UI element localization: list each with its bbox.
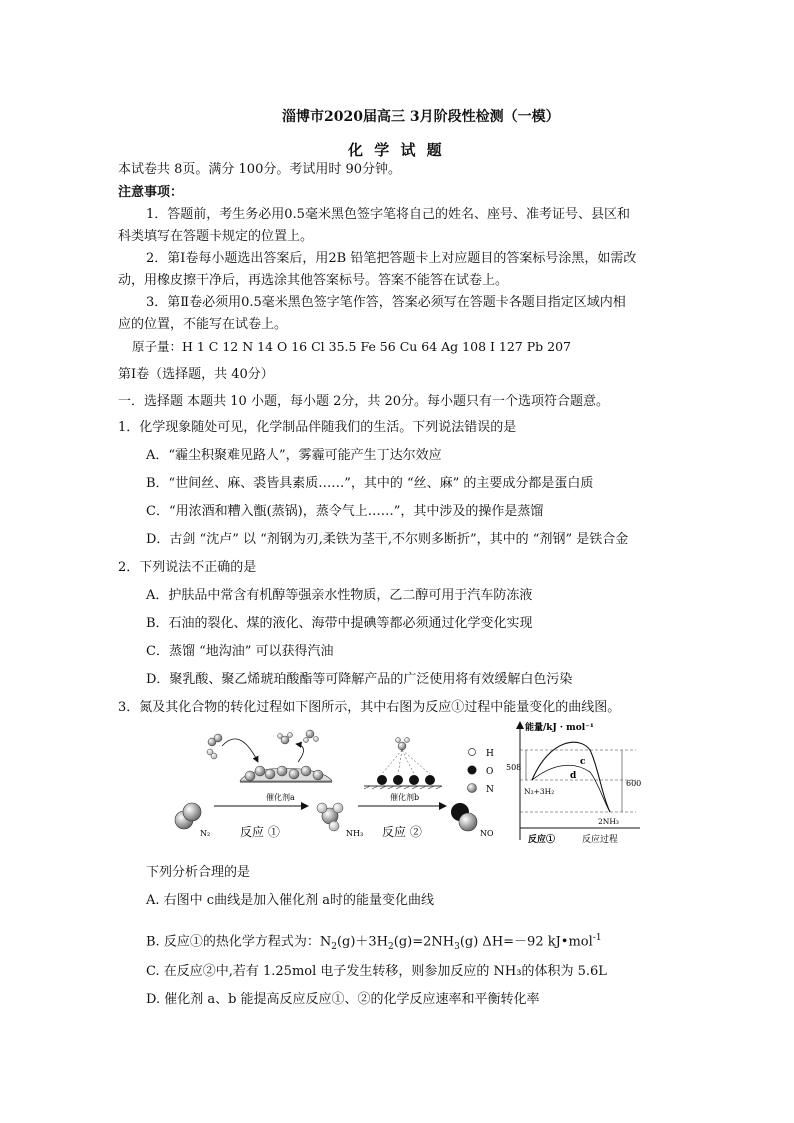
q1-stem: 1．化学现象随处可见，化学制品伴随我们的生活。下列说法错误的是 — [118, 420, 517, 435]
note-1a: 1．答题前，考生务必用0.5毫米黑色签字笔将自己的姓名、座号、准考证号、县区和 — [146, 207, 630, 222]
catalyst-b-label: 催化剂b — [390, 793, 420, 802]
q3-option-a: A. 右图中 c曲线是加入催化剂 a时的能量变化曲线 — [146, 893, 434, 908]
note-1b: 科类填写在答题卡规定的位置上。 — [118, 229, 314, 244]
q1-option-a: A．“霾尘积聚难见路人”，雾霾可能产生丁达尔效应 — [146, 448, 442, 463]
catalyst-a-label: 催化剂a — [266, 793, 295, 802]
section-intro: 一．选择题 本题共 10 小题，每小题 2分，共 20分。每小题只有一个选项符合题意。 — [118, 394, 610, 409]
q3-option-b: B. 反应①的热化学方程式为：$N_2(g)+3H_2(g)=2NH_3(g)$ ΔH=－92 kJ•mol$^{-1}$ — [146, 933, 602, 952]
q3-option-c: C. 在反应②中,若有 1.25mol 电子发生转移，则参加反应的 NH₃的体积为 5.6L — [146, 964, 607, 979]
molecules-n2-h2 — [207, 734, 258, 762]
q2-option-c: C．蒸馏 “地沟油” 可以获得汽油 — [146, 644, 334, 659]
no-label: NO — [480, 829, 494, 838]
q3-option-b-eq2: (g)=2NH — [393, 934, 455, 950]
n2-label: N₂ — [200, 829, 211, 838]
legend-o: O — [486, 767, 494, 777]
q3-option-d: D. 催化剂 a、b 能提高反应反应①、②的化学反应速率和平衡转化率 — [146, 992, 540, 1007]
x-label-process: 反应过程 — [582, 835, 619, 845]
value-508: 508 — [506, 763, 522, 772]
q3-option-b-eq3: (g) ΔH=－92 kJ•mol — [459, 934, 593, 950]
reaction-figure — [170, 716, 650, 846]
subject-title: 化 学 试 题 — [348, 141, 445, 159]
q1-option-b: B．“世间丝、麻、裘皆具素质……”，其中的 “丝、麻” 的主要成分都是蛋白质 — [146, 476, 594, 491]
product-label: 2NH₃ — [598, 817, 619, 826]
q2-option-b: B．石油的裂化、煤的液化、海带中提碘等都必须通过化学变化实现 — [146, 616, 533, 631]
note-2a: 2．第Ⅰ卷每小题选出答案后，用2B 铅笔把答题卡上对应题目的答案标号涂黑，如需改 — [146, 251, 637, 266]
q2-option-a: A．护肤品中常含有机醇等强亲水性物质，乙二醇可用于汽车防冻液 — [146, 588, 533, 603]
q3-option-b-eq: (g)＋3H — [336, 934, 389, 950]
atom-legend — [468, 749, 477, 793]
notes-heading: 注意事项： — [118, 185, 184, 200]
energy-axis-label: 能量/kJ · mol⁻¹ — [525, 723, 594, 733]
volume-heading: 第Ⅰ卷（选择题，共 40分） — [118, 367, 274, 382]
reaction-2-label: 反应 ② — [382, 825, 422, 839]
value-600: 600 — [626, 779, 642, 788]
no-molecule — [451, 803, 477, 831]
curve-d-label: d — [570, 771, 577, 781]
catalyst-a-surface — [240, 766, 332, 782]
q3-prompt: 下列分析合理的是 — [146, 865, 251, 880]
exam-info: 本试卷共 8页。满分 100分。考试用时 90分钟。 — [118, 162, 402, 177]
molecules-nh3 — [278, 730, 319, 762]
q2-option-d: D．聚乳酸、聚乙烯琥珀酸酯等可降解产品的广泛使用将有效缓解白色污染 — [146, 672, 573, 687]
n2-molecule — [175, 803, 201, 829]
atomic-masses: 原子量：H 1 C 12 N 14 O 16 Cl 35.5 Fe 56 Cu 64 Ag 108 I 127 Pb 207 — [132, 339, 571, 354]
nh3-molecule — [317, 803, 343, 831]
q1-option-d: D．古剑 “沈卢” 以 “剂钢为刃,柔铁为茎干,不尔则多断折”，其中的 “剂钢” 是铁合金 — [146, 532, 629, 547]
reaction-1-label: 反应 ① — [240, 825, 280, 839]
note-3b: 应的位置，不能写在试卷上。 — [118, 317, 288, 332]
nh3-label: NH₃ — [346, 829, 364, 838]
q2-stem: 2．下列说法不正确的是 — [118, 560, 257, 575]
curve-c-label: c — [580, 757, 586, 767]
exam-title: 淄博市2020届高三 3月阶段性检测（一模） — [282, 109, 560, 125]
note-2b: 动，用橡皮擦干净后，再选涂其他答案标号。答案不能答在试卷上。 — [118, 273, 509, 288]
energy-diagram — [520, 722, 640, 840]
catalyst-b-surface — [364, 738, 442, 790]
note-3a: 3．第Ⅱ卷必须用0.5毫米黑色签字笔作答，答案必须写在答题卡各题目指定区域内相 — [146, 295, 626, 310]
reactant-label: N₂+3H₂ — [524, 787, 555, 796]
q1-option-c: C．“用浓酒和糟入甑(蒸锅)，蒸令气上……”，其中涉及的操作是蒸馏 — [146, 504, 544, 519]
x-label-reaction1: 反应① — [528, 835, 556, 845]
legend-n: N — [486, 785, 494, 795]
q3-option-b-text: B. 反应①的热化学方程式为：N — [146, 934, 332, 950]
q3-stem: 3．氮及其化合物的转化过程如下图所示，其中右图为反应①过程中能量变化的曲线图。 — [118, 700, 621, 715]
legend-h: H — [486, 749, 494, 759]
